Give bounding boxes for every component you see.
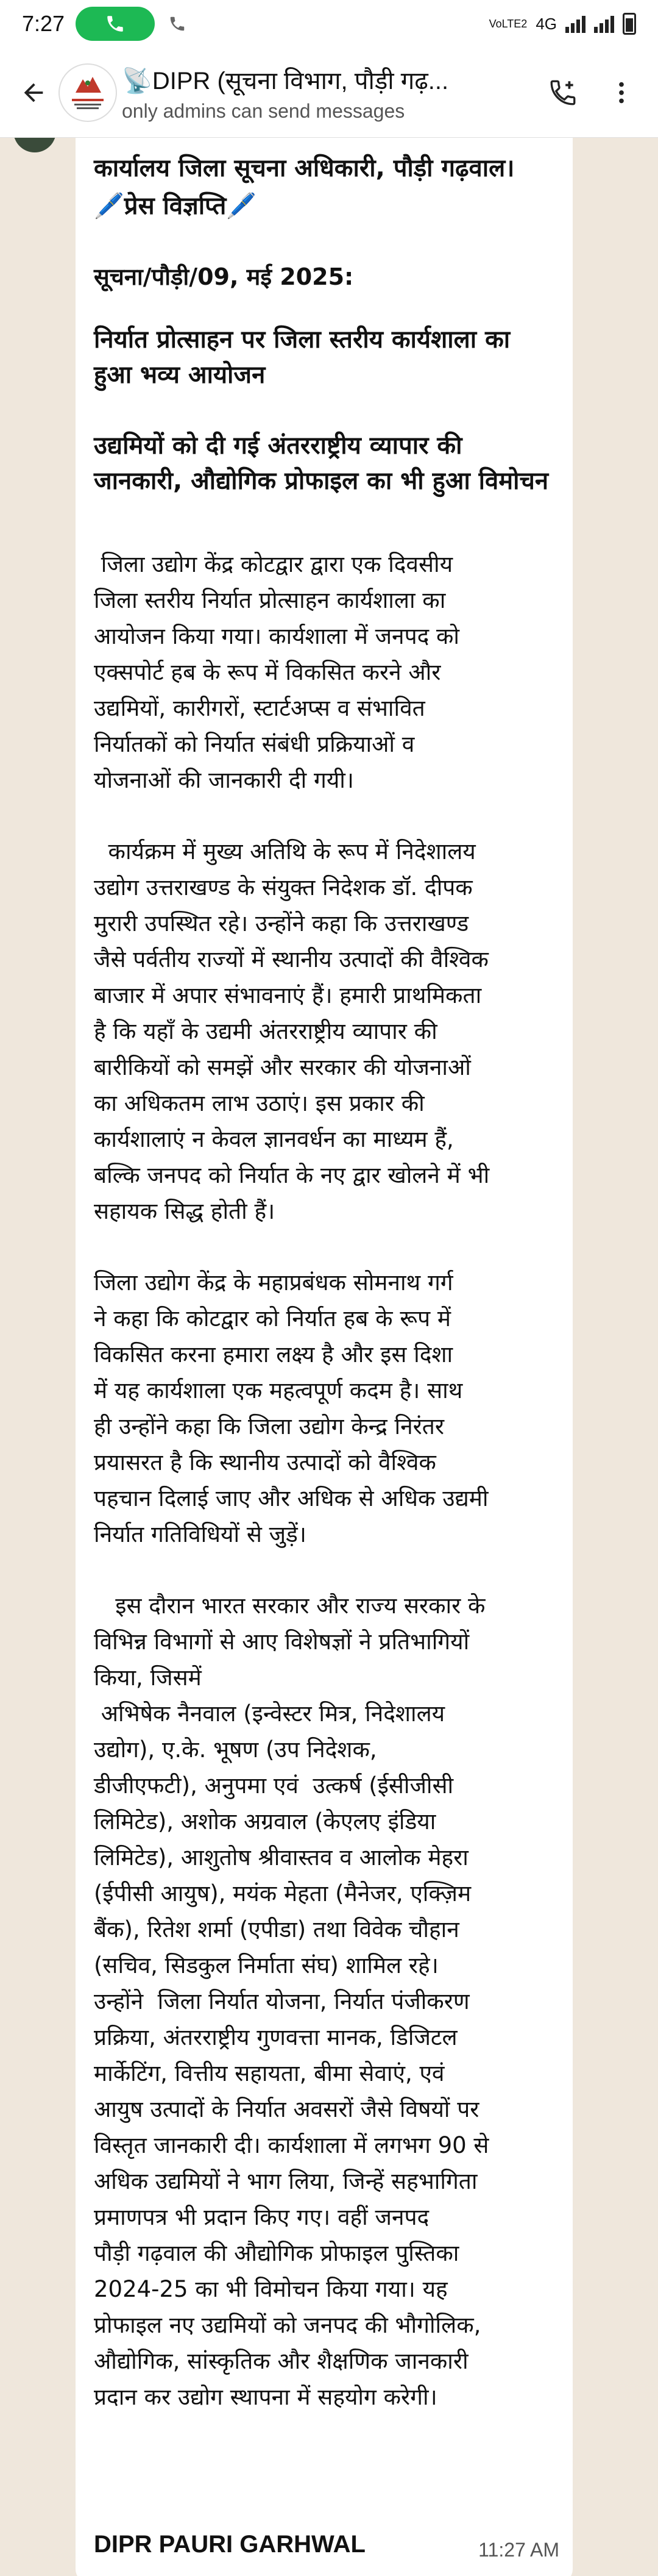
group-avatar[interactable] — [58, 63, 117, 122]
group-title: 📡DIPR (सूचना विभाग, पौड़ी गढ़... — [122, 67, 449, 95]
chat-header — [0, 48, 658, 138]
header-text[interactable] — [122, 63, 529, 123]
status-time: 7:27 — [22, 11, 65, 36]
group-subtitle: only admins can send messages — [122, 99, 405, 122]
chat-area[interactable] — [0, 138, 658, 2576]
message-signature: DIPR PAURI GARHWAL — [94, 2531, 366, 2558]
phone-icon — [105, 13, 126, 34]
more-vert-icon — [607, 79, 635, 107]
battery-icon — [623, 13, 636, 35]
message-reference: सूचना/पौड़ी/09, मई 2025: — [94, 263, 354, 290]
megaphone-icon: 📡 — [122, 67, 152, 95]
back-button[interactable] — [12, 71, 55, 114]
message-press-release: 🖊️प्रेस विज्ञप्ति🖊️ — [94, 192, 257, 220]
message-paragraph-3: जिला उद्योग केंद्र के महाप्रबंधक सोमनाथ गर्ग ने कहा कि कोटद्वार को निर्यात हब के रूप में विकसित करना हमारा लक्ष्य है और इस दिशा में यह कार्यशाला एक महत्वपूर्ण कदम है। साथ ही उन्होंने कहा कि जिला उद्योग केन्द्र निरंतर प्रयासरत है कि स्थानीय उत्पादों को वैश्विक पहचान दिलाई जाए और अधिक से अधिक उद्यमी निर्यात गतिविधियों से जुड़ें। — [94, 1269, 489, 1547]
add-call-icon — [548, 77, 578, 108]
message-office: कार्यालय जिला सूचना अधिकारी, पौड़ी गढ़वाल। — [94, 154, 515, 182]
message-bubble[interactable] — [76, 138, 573, 2576]
message-timestamp: 11:27 AM — [478, 2539, 559, 2561]
message-subheadline: उद्यमियों को दी गई अंतरराष्ट्रीय व्यापार की जानकारी, औद्योगिक प्रोफाइल का भी हुआ विमोचन — [94, 432, 549, 495]
ongoing-call-pill[interactable] — [76, 7, 155, 41]
message-paragraph-4: इस दौरान भारत सरकार और राज्य सरकार के विभिन्न विभागों से आए विशेषज्ञों ने प्रतिभागियों किया, जिसमें अभिषेक नैनवाल (इन्वेस्टर मित्र, निदेशालय उद्योग), ए.के. भूषण (उप निदेशक, डीजीएफटी), अनुपमा एवं उत्कर्ष (ईसीजीसी लिमिटेड), अशोक अग्रवाल (केएलए इंडिया लिमिटेड), आशुतोष श्रीवास्तव व आलोक मेहरा (ईपीसी आयुष), मयंक मेहता (मैनेजर, एक्ज़िम बैंक), रितेश शर्मा (एपीडा) तथा विवेक चौहान (सचिव, सिडकुल निर्माता संघ) शामिल रहे। उन्होंने जिला निर्यात योजना, निर्यात पंजीकरण प्रक्रिया, अंतरराष्ट्रीय गुणवत्ता मानक, डिजिटल मार्केटिंग, वित्तीय सहायता, बीमा सेवाएं, एवं आयुष उत्पादों के निर्यात अवसरों जैसे विषयों पर विस्तृत जानकारी दी। कार्यशाला में लगभग 90 से अधिक उद्यमियों ने भाग लिया, जिन्हें सहभागिता प्रमाणपत्र भी प्रदान किए गए। वहीं जनपद पौड़ी गढ़वाल की औद्योगिक प्रोफाइल पुस्तिका 2024-25 का भी विमोचन किया गया। यह प्रोफाइल नए उद्यमियों को जनपद की भौगोलिक, औद्योगिक, सांस्कृतिक और शैक्षणिक जानकारी प्रदान कर उद्योग स्थापना में सहयोग करेगी। — [94, 1593, 489, 2410]
message-headline: निर्यात प्रोत्साहन पर जिला स्तरीय कार्यशाला का हुआ भव्य आयोजन — [94, 326, 511, 389]
add-call-button[interactable] — [539, 68, 587, 117]
message-paragraph-1: जिला उद्योग केंद्र कोटद्वार द्वारा एक दिवसीय जिला स्तरीय निर्यात प्रोत्साहन कार्यशाला का आयोजन किया गया। कार्यशाला में जनपद को एक्सपोर्ट हब के रूप में विकसित करने और उद्यमियों, कारीगरों, स्टार्टअप्स व संभावित निर्यातकों को निर्यात संबंधी प्रक्रियाओं व योजनाओं की जानकारी दी गयी। — [94, 551, 459, 793]
status-indicators — [489, 13, 636, 35]
call-status-icon — [168, 15, 186, 33]
volte-label: VoLTE2 — [489, 18, 528, 30]
signal-icon-2 — [594, 15, 614, 33]
message-paragraph-2: कार्यक्रम में मुख्य अतिथि के रूप में निदेशालय उद्योग उत्तराखण्ड के संयुक्त निदेशक डॉ. दीपक मुरारी उपस्थित रहे। उन्होंने कहा कि उत्तराखण्ड जैसे पर्वतीय राज्यों में स्थानीय उत्पादों की वैश्विक बाजार में अपार संभावनाएं हैं। हमारी प्राथमिकता है कि यहाँ के उद्यमी अंतरराष्ट्रीय व्यापार की बारीकियों को समझें और सरकार की योजनाओं का अधिकतम लाभ उठाएं। इस प्रकार की कार्यशालाएं न केवल ज्ञानवर्धन का माध्यम हैं, बल्कि जनपद को निर्यात के नए द्वार खोलने में भी सहायक सिद्ध होती हैं। — [94, 838, 490, 1224]
arrow-left-icon — [19, 79, 48, 107]
signal-icon — [565, 15, 585, 33]
emblem-logo-icon — [63, 68, 112, 117]
sender-avatar[interactable] — [13, 138, 56, 152]
status-bar — [0, 0, 658, 48]
network-label: 4G — [536, 14, 557, 33]
menu-button[interactable] — [597, 68, 646, 117]
